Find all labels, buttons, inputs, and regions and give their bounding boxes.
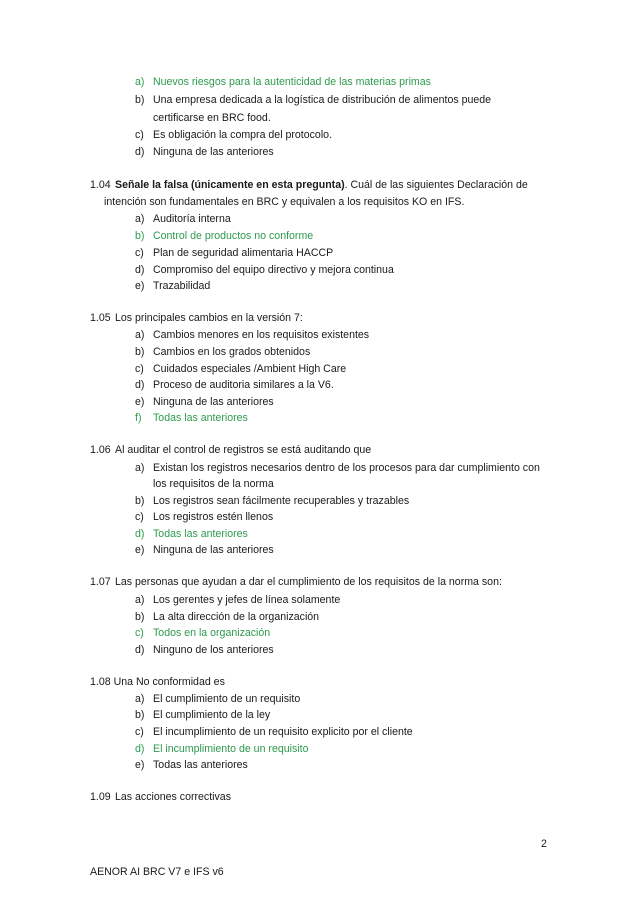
page-footer: AENOR AI BRC V7 e IFS v6 [90,866,224,878]
option-b-continuation: certificarse en BRC food. [153,112,271,124]
q106-option-a-continuation: los requisitos de la norma [153,478,274,490]
question-1-09: 1.09 Las acciones correctivas [90,791,231,803]
question-1-07: 1.07 Las personas que ayudan a dar el cumplimiento de los requisitos de la norma son: [90,576,502,588]
question-1-06: 1.06 Al auditar el control de registros se está auditando que [90,444,372,456]
question-1-05: 1.05 Los principales cambios en la versión 7: [90,312,303,324]
page-number: 2 [541,838,547,850]
document-page: a) Nuevos riesgos para la autenticidad de las materias primas b) Una empresa dedicada a la logística de distribución de alimentos puede certificarse en BRC food. c) Es obligación la compra del protocolo. d) Ninguna de las anteriores 1.04 Señale la falsa (únicamente en esta pregunta). Cuál de las siguientes Declaración de intención son fundamentales en BRC y equivalen a los requisitos KO en IFS. a) Auditoría interna b) Control de productos no conforme c) Plan de seguridad alimentaria HACCP d) Compromiso del equipo directivo y mejora continua e) Trazabilidad 1.05 Los principales cambios en la versión 7: a) Cambios menores en los requisitos existentes b) Cambios en los grados obtenidos c) Cuidados especiales /Ambient High Care d) Proceso de auditoria similares a la V6. e) Ninguna de las anteriores f) Todas las anteriores 1.06 Al auditar el control de registros se está auditando que a) Existan los registros necesarios dentro de los procesos para dar cumplimiento con los requisitos de la norma b) Los registros sean fácilmente recuperables y trazables c) Los registros estén llenos d) Todas las anteriores e) Ninguna de las anteriores 1.07 Las personas que ayudan a dar el cumplimiento de los requisitos de la norma son: a) Los gerentes y jefes de línea solamente b) La alta dirección de la organización c) Todos en la organización d) Ninguno de los anteriores 1.08 Una No conformidad es a) El cumplimiento de un requisito b) El cumplimiento de la ley c) El incumplimiento de un requisito explicito por el cliente d) El incumplimiento de un requisito e) Todas las anteriores 1.09 Las acciones correctivas 2 AENOR AI BRC V7 e IFS v6 [90,76,547,878]
question-1-08: 1.08 Una No conformidad es [90,676,225,688]
question-1-04-line2: intención son fundamentales en BRC y equivalen a los requisitos KO en IFS. [104,196,465,208]
question-1-04: 1.04 Señale la falsa (únicamente en esta pregunta). Cuál de las siguientes Declaración de [90,179,528,191]
